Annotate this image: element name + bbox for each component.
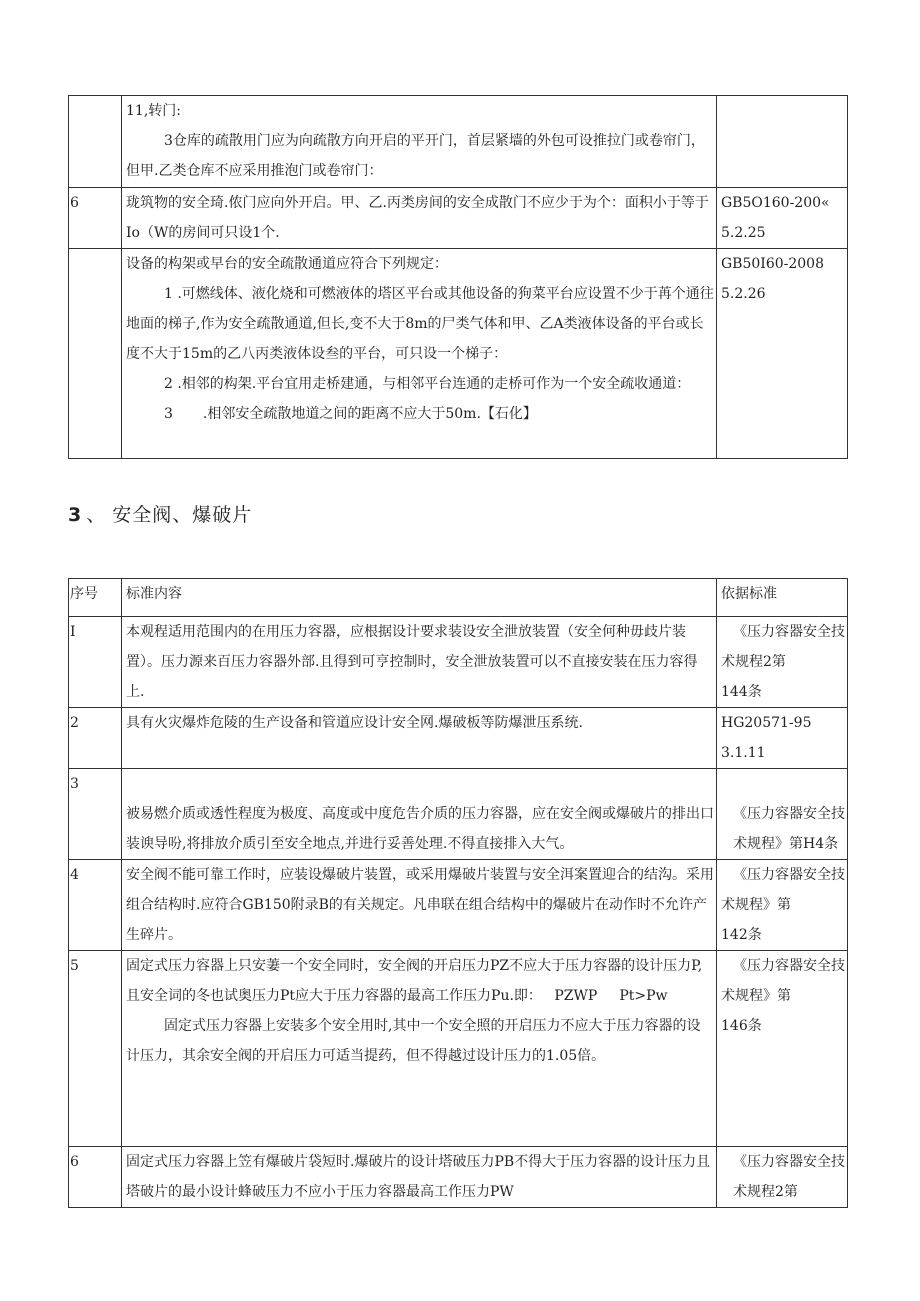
standard-content: 具有火灾爆炸危陵的生产设备和管道应设计安全网.爆破板等防爆泄压系统.: [122, 708, 717, 769]
row-number: [69, 96, 122, 188]
content-text: 固定式压力容器上只安萋一个安全同时，安全阀的开启压力PZ不应大于压力容器的设计压力P,且安全词的冬也试奥压力Pt应大于压力容器的最高工作压力Pu.即：: [126, 958, 703, 1004]
formula-pt: Pt>Pw: [619, 988, 668, 1004]
standard-content: 安全阀不能可靠工作时，应装设爆破片装置，或采用爆破片装置与安全洱案置迎合的结沟。采用组合结构时.应符合GB150附录B的有关规定。凡串联在组合结构中的爆破片在动作时不允许产生碎片。: [122, 860, 717, 951]
reference-clause: 144条: [721, 684, 762, 700]
reference-code: HG20571-95: [721, 715, 812, 731]
row-number: 2: [69, 708, 122, 769]
reference-clause: 146条: [721, 1018, 762, 1034]
reference-standard: [717, 951, 848, 1147]
header-number: 序号: [69, 579, 122, 617]
row-number: 3: [69, 769, 122, 860]
reference-title: 《压力容器安全技术规程》第: [721, 867, 845, 913]
fire-evacuation-table: [68, 95, 848, 459]
table-row: [69, 96, 848, 188]
table-header-row: [69, 579, 848, 617]
content-intro: 设备的构架或早台的安全疏散通道应符合下列规定：: [126, 256, 448, 272]
table-row: [69, 951, 848, 1147]
reference-title: 《压力容器安全技术规程2第: [721, 624, 845, 670]
standard-content: 被易燃介质或透性程度为极度、高度或中度危告介质的压力容器，应在安全阀或爆破片的排出口装谀导吩,将排放介质引至安全地点,并进行妥善处理.不得直接排入大气。: [122, 769, 717, 860]
row-number: I: [69, 617, 122, 708]
table-row: [69, 249, 848, 459]
content-item: 1 .可燃线体、液化烧和可燃液体的塔区平台或其他设备的狗菜平台应设置不少于苒个通往地面的梯子,作为安全疏散通道,但长,变不大于8m的尸类气体和甲、乙A类液体设备的平台或长度不大于15m的乙八丙类液体设叁的平台，可只设一个梯子：: [126, 286, 714, 362]
reference-title: 《压力容器安全技术规程》第: [721, 958, 845, 1004]
reference-standard: [717, 96, 848, 188]
table-row: [69, 708, 848, 769]
reference-standard: [717, 860, 848, 951]
content-text: 固定式压力容器上安装多个安全用时,其中一个安全照的开启压力不应大于压力容器的设计压力，其余安全阀的开启压力可适当提药，但不得越过设计压力的1.05倍。: [126, 1018, 701, 1064]
content-line: 11,转门:: [126, 103, 181, 119]
content-item: 2 .相邻的构架.平台宜用走桥建通，与相邻平台连通的走桥可作为一个安全疏收通道：: [164, 376, 691, 392]
row-number: [69, 249, 122, 459]
item-text: .相邻安全疏散地道之间的距离不应大于50m.【石化】: [202, 406, 537, 422]
section-title: 安全阀、爆破片: [112, 504, 253, 526]
section-separator: 、: [86, 504, 107, 526]
reference-standard: [717, 188, 848, 249]
reference-clause: 3.1.11: [721, 745, 766, 761]
reference-clause: 5.2.25: [721, 225, 766, 241]
formula-pz: PZWP: [554, 988, 598, 1004]
standard-content: [122, 249, 717, 459]
reference-standard: 《压力容器安全技术规程2第: [717, 1147, 848, 1208]
reference-clause: 142条: [721, 927, 762, 943]
safety-valve-table: [68, 578, 848, 1208]
section-heading: [68, 500, 252, 527]
standard-content: [122, 951, 717, 1147]
content-line: 3仓库的疏散用门应为向疏散方向开启的平开门，首层紧墙的外包可设推拉门或卷帘门，但甲.乙类仓库不应采用推泡门或卷帘门：: [126, 133, 705, 179]
header-reference: 依据标准: [717, 579, 848, 617]
row-number: 6: [69, 188, 122, 249]
reference-code: GB50I60-2008: [721, 256, 824, 272]
item-number: 3: [164, 406, 173, 422]
reference-standard: [717, 708, 848, 769]
row-number: 4: [69, 860, 122, 951]
reference-clause: 5.2.26: [721, 286, 766, 302]
standard-content: 珑筑物的安全琦.侬门应向外开启。甲、乙.丙类房间的安全成散门不应少于为个：面积小于等于Io（W的房间可只设1个.: [122, 188, 717, 249]
header-content: 标准内容: [122, 579, 717, 617]
table-row: [69, 860, 848, 951]
reference-code: GB5O160-200«: [721, 195, 830, 211]
table-row: [69, 188, 848, 249]
standard-content: 本观程适用范围内的在用压力容器，应根据设计要求装设安全泄放装置（安全何种毋歧片装置）。压力源来百压力容器外部.且得到可亨控制时，安全泄放装置可以不直接安装在压力容得上.: [122, 617, 717, 708]
standard-content: 固定式压力容器上笠有爆破片袋短时.爆破片的设计塔破压力PB不得大于压力容器的设计压力且塔破片的最小设计蜂破压力不应小于压力容器最高工作压力PW: [122, 1147, 717, 1208]
table-row: [69, 617, 848, 708]
content-item: [126, 399, 714, 429]
table-row: [69, 1147, 848, 1208]
section-number: 3: [68, 504, 83, 526]
reference-standard: [717, 617, 848, 708]
row-number: 6: [69, 1147, 122, 1208]
reference-standard: [717, 249, 848, 459]
standard-content: [122, 96, 717, 188]
row-number: 5: [69, 951, 122, 1147]
table-row: [69, 769, 848, 860]
reference-standard: 《压力容器安全技术规程》第H4条: [717, 769, 848, 860]
